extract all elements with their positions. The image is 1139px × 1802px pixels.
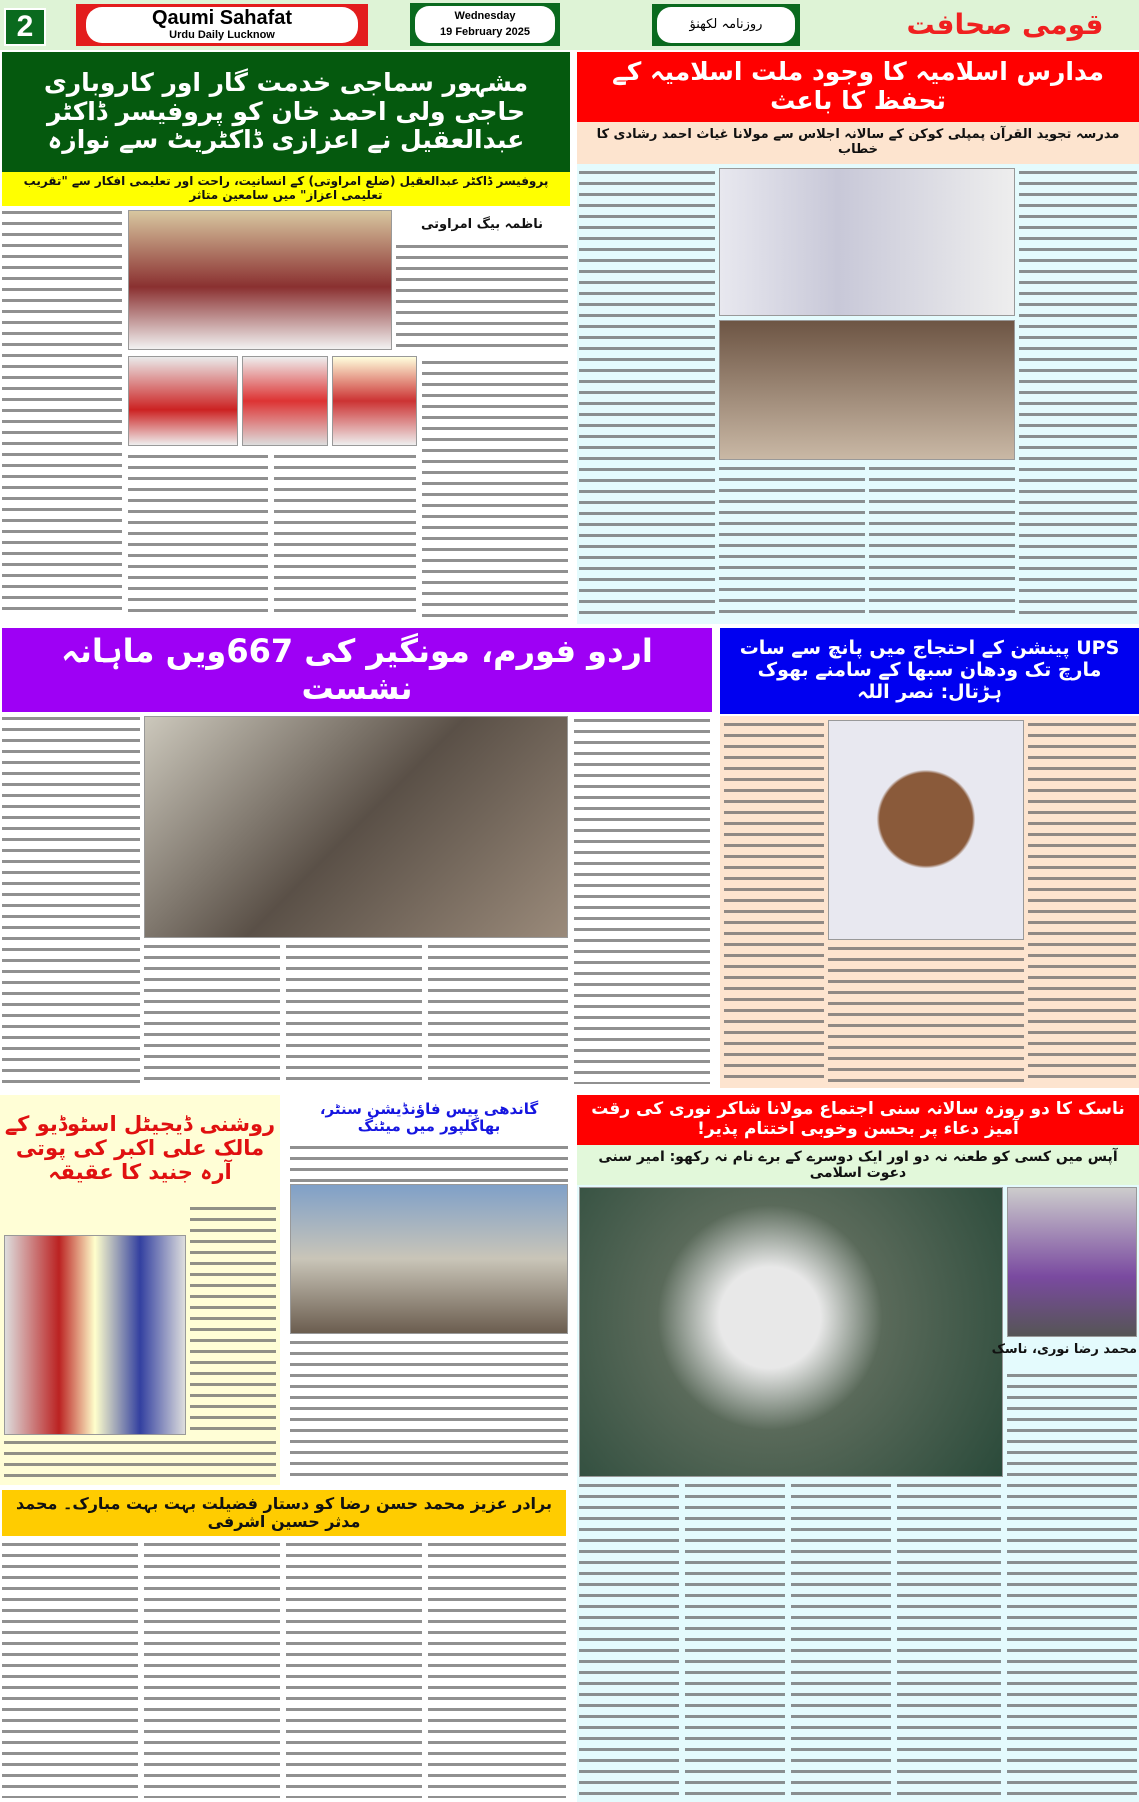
tagline-en: Urdu Daily Lucknow [169, 29, 275, 41]
paper-name-en: Qaumi Sahafat [151, 7, 293, 29]
doctorate-photo-4 [332, 356, 417, 446]
paper-name-ur: قومی صحافت [906, 7, 1104, 41]
madaris-headline: مدارس اسلامیہ کا وجود ملت اسلامیہ کے تحفظ کا باعث [577, 52, 1139, 122]
ups-body [720, 716, 1139, 1088]
nashik-subhead: آپس میں کسی کو طعنہ نہ دو اور ایک دوسرے کے برے نام نہ رکھو: امیر سنی دعوت اسلامی [577, 1145, 1139, 1185]
doctorate-body [2, 208, 570, 623]
english-nameplate [76, 4, 368, 46]
madaris-subhead: مدرسہ تجوید القرآن پمپلی کوکن کے سالانہ اجلاس سے مولانا غیاث احمد رشادی کا خطاب [577, 122, 1139, 164]
gandhi-photo [290, 1184, 568, 1334]
madaris-body [577, 164, 1139, 624]
doctorate-photo-3 [242, 356, 328, 446]
urdu-forum-headline: اردو فورم، مونگیر کی 667ویں ماہانہ نشست [2, 628, 712, 712]
madaris-photo-speaker [719, 168, 1015, 316]
ups-portrait-photo [828, 720, 1024, 940]
doctorate-byline: ناظمہ بیگ امراوتی [420, 217, 544, 232]
ups-headline: UPS پینشن کے احتجاج میں پانچ سے سات مارچ تک ودھان سبھا کے سامنے بھوک ہڑتال: نصر اللہ [720, 628, 1139, 714]
roshni-headline: روشنی ڈیجیٹل اسٹوڈیو کے مالک علی اکبر کی پوتی آرہ جنید کا عقیقہ [4, 1111, 276, 1185]
gandhi-headline: گاندھی پیس فاؤنڈیشن سنٹر، بھاگلپور میں میٹنگ [319, 1099, 539, 1135]
doctorate-photo-main [128, 210, 392, 350]
urdu-forum-photo [144, 716, 568, 938]
doctorate-photo-2 [128, 356, 238, 446]
weekday: Wednesday [454, 10, 516, 22]
roznama-box [652, 4, 800, 46]
madaris-photo-audience [719, 320, 1015, 460]
nashik-photo-caption: محمد رضا نوری، ناسک [991, 1342, 1137, 1357]
page-number: 2 [4, 8, 46, 46]
roshni-photo [4, 1235, 186, 1435]
doctorate-headline: مشہور سماجی خدمت گار اور کاروباری حاجی ولی احمد خان کو پروفیسر ڈاکٹر عبدالعقیل نے اعزازی ڈاکٹریٹ سے نوازہ [2, 52, 570, 172]
date: 19 February 2025 [440, 26, 530, 38]
nashik-speaker-photo [579, 1187, 1003, 1477]
gandhi-body [290, 1338, 568, 1480]
gandhi-intro [290, 1143, 568, 1182]
nashik-body [577, 1185, 1139, 1802]
nashik-headline: ناسک کا دو روزہ سالانہ سنی اجتماع مولانا شاکر نوری کی رقت آمیز دعاء پر بحسن وخوبی اختتام پذیر! [577, 1095, 1139, 1145]
urdu-forum-body [2, 714, 712, 1090]
nashik-portrait-photo [1007, 1187, 1137, 1337]
date-box [410, 3, 560, 46]
congrats-headline: برادر عزیز محمد حسن رضا کو دستار فضیلت بہت بہت مبارک۔ محمد مدثر حسین اشرفی [2, 1490, 566, 1536]
roznama-label: روزنامہ لکھنؤ [657, 7, 795, 43]
roshni-body [190, 1204, 276, 1435]
congrats-body [2, 1540, 566, 1800]
doctorate-subhead: پروفیسر ڈاکٹر عبدالعقیل (ضلع امراوتی) کے انسانیت، راحت اور تعلیمی افکار سے "تقریب تعلیمی اعزاز" میں سامعین متاثر [2, 172, 570, 206]
